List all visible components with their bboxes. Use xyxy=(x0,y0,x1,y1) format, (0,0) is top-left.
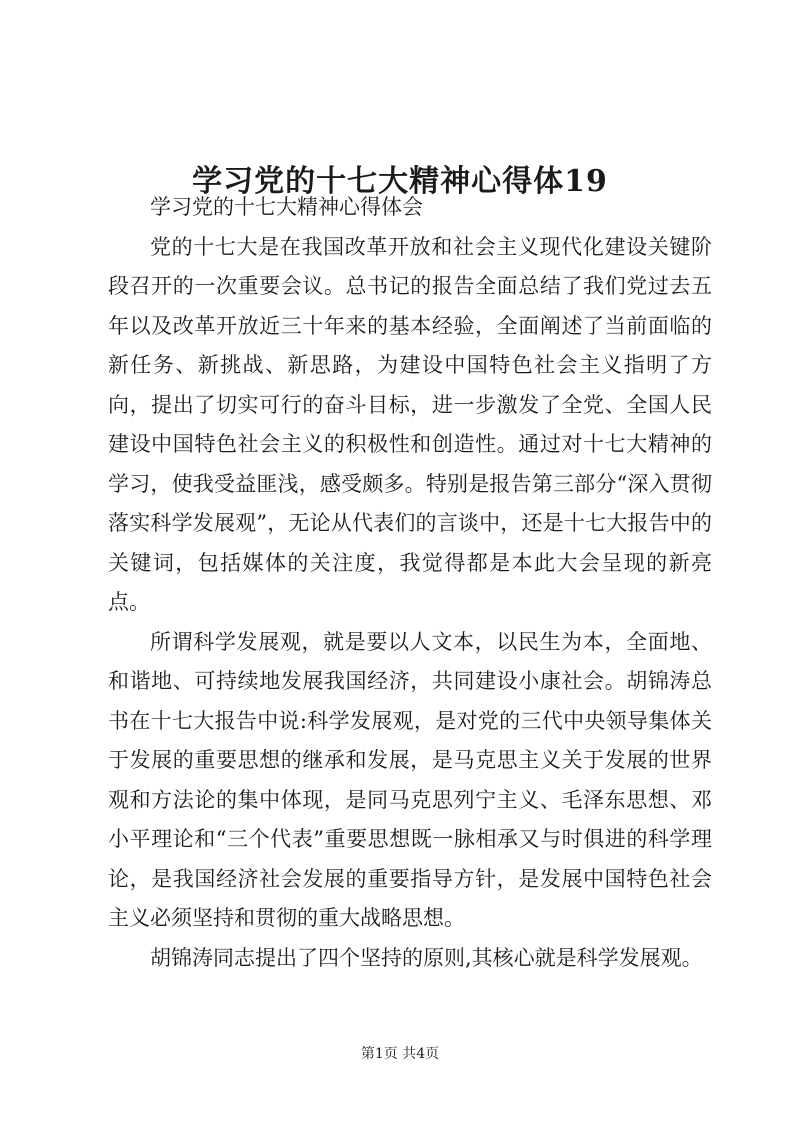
page-footer: 第1页 共4页 xyxy=(360,1046,440,1062)
paragraph-subtitle: 学习党的十七大精神心得体会 xyxy=(150,195,423,219)
paragraph: 所谓科学发展观，就是要以人文本，以民生为本，全面地、和谐地、可持续地发展我国经济，共同建设小康社会。胡锦涛总书在十七大报告中说:科学发展观，是对党的三代中央领导集体关于发展的重要思想的继承和发展，是马克思主义关于发展的世界观和方法论的集中体现，是同马克思列宁主义、毛泽东思想、邓小平理论和“三个代表”重要思想既一脉相承又与时俱进的科学理论，是我国经济社会发展的重要指导方针，是发展中国特色社会主义必须坚持和贯彻的重大战略思想。 xyxy=(108,629,712,930)
document-title: 学习党的十七大精神心得体19 xyxy=(192,164,608,200)
paragraph: 党的十七大是在我国改革开放和社会主义现代化建设关键阶段召开的一次重要会议。总书记的报告全面总结了我们党过去五年以及改革开放近三十年来的基本经验，全面阐述了当前面临的新任务、新挑战、新思路，为建设中国特色社会主义指明了方向，提出了切实可行的奋斗目标，进一步激发了全党、全国人民建设中国特色社会主义的积极性和创造性。通过对十七大精神的学习，使我受益匪浅，感受颇多。特别是报告第三部分“深入贯彻落实科学发展观”，无论从代表们的言谈中，还是十七大报告中的关键词，包括媒体的关注度，我觉得都是本此大会呈现的新亮点。 xyxy=(108,234,712,614)
document-body xyxy=(108,188,712,978)
paragraph: 胡锦涛同志提出了四个坚持的原则,其核心就是科学发展观。 xyxy=(150,945,703,970)
